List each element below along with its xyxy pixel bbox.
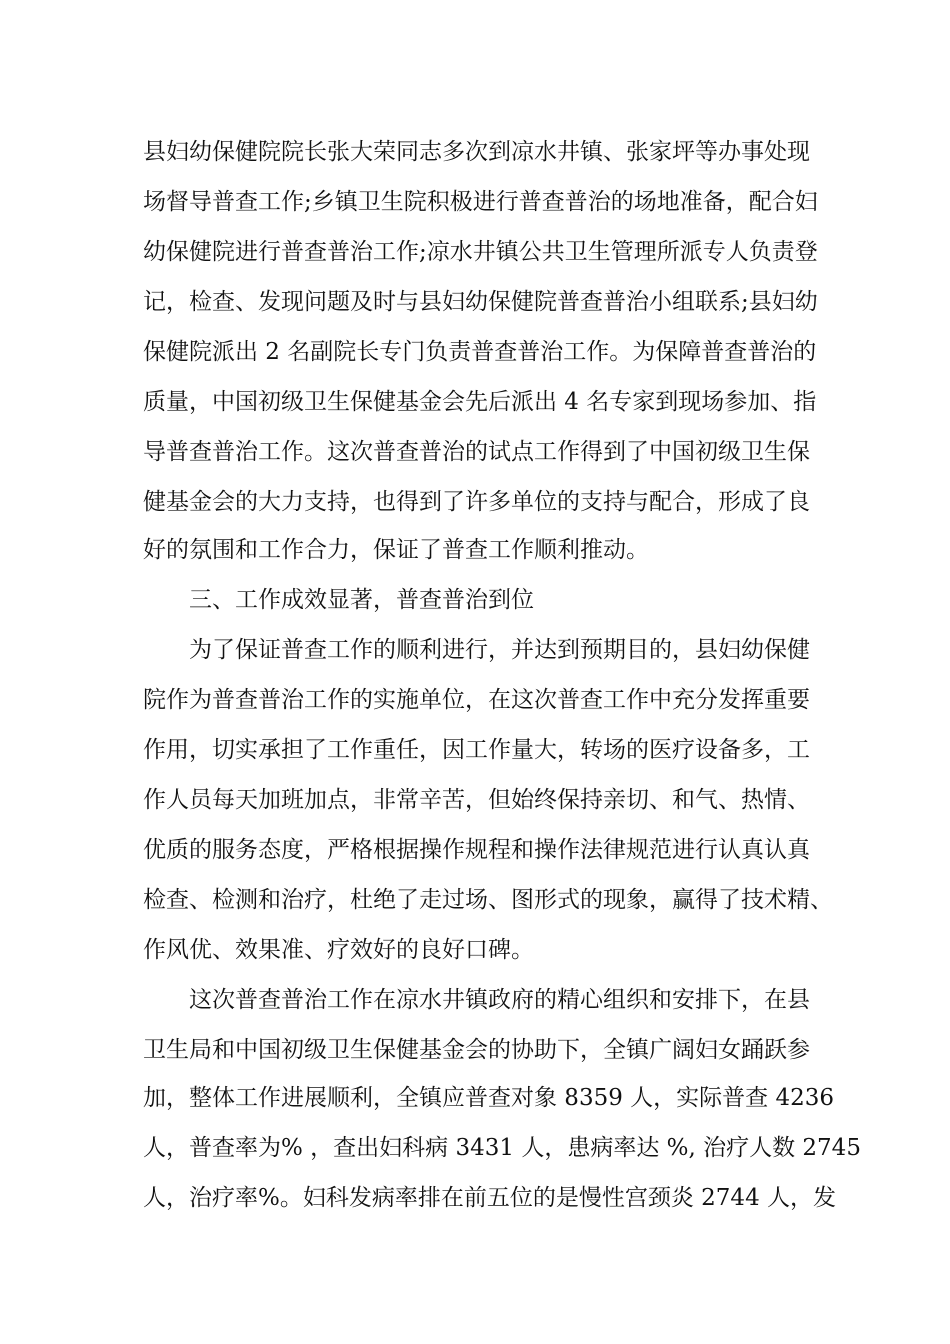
paragraph-line: 质量，中国初级卫生保健基金会先后派出 4 名专家到现场参加、指 xyxy=(143,389,817,415)
paragraph-line: 加，整体工作进展顺利，全镇应普查对象 8359 人，实际普查 4236 xyxy=(143,1085,834,1111)
paragraph-line: 健基金会的大力支持，也得到了许多单位的支持与配合，形成了良 xyxy=(143,489,810,515)
paragraph-line: 幼保健院进行普查普治工作;凉水井镇公共卫生管理所派专人负责登 xyxy=(143,239,818,265)
paragraph-line: 记，检查、发现问题及时与县妇幼保健院普查普治小组联系;县妇幼 xyxy=(143,289,818,315)
paragraph-line: 卫生局和中国初级卫生保健基金会的协助下，全镇广阔妇女踊跃参 xyxy=(143,1037,810,1063)
paragraph-line: 导普查普治工作。这次普查普治的试点工作得到了中国初级卫生保 xyxy=(143,439,810,465)
paragraph-line: 优质的服务态度，严格根据操作规程和操作法律规范进行认真认真 xyxy=(143,837,810,863)
paragraph-line: 场督导普查工作;乡镇卫生院积极进行普查普治的场地准备，配合妇 xyxy=(143,189,818,215)
paragraph-line: 这次普查普治工作在凉水井镇政府的精心组织和安排下，在县 xyxy=(189,987,810,1013)
section-heading: 三、工作成效显著，普查普治到位 xyxy=(189,587,534,613)
paragraph-line: 为了保证普查工作的顺利进行，并达到预期目的，县妇幼保健 xyxy=(189,637,810,663)
paragraph-line: 院作为普查普治工作的实施单位，在这次普查工作中充分发挥重要 xyxy=(143,687,810,713)
paragraph-line: 人，治疗率%。妇科发病率排在前五位的是慢性宫颈炎 2744 人，发 xyxy=(143,1185,837,1211)
paragraph-line: 作人员每天加班加点，非常辛苦，但始终保持亲切、和气、热情、 xyxy=(143,787,810,813)
paragraph-line: 县妇幼保健院院长张大荣同志多次到凉水井镇、张家坪等办事处现 xyxy=(143,139,810,165)
paragraph-line: 检查、检测和治疗，杜绝了走过场、图形式的现象，赢得了技术精、 xyxy=(143,887,833,913)
paragraph-line: 保健院派出 2 名副院长专门负责普查普治工作。为保障普查普治的 xyxy=(143,339,817,365)
paragraph-line: 好的氛围和工作合力，保证了普查工作顺利推动。 xyxy=(143,537,649,563)
paragraph-line: 人，普查率为% ，查出妇科病 3431 人，患病率达 %, 治疗人数 2745 xyxy=(143,1135,861,1161)
paragraph-line: 作用，切实承担了工作重任，因工作量大，转场的医疗设备多，工 xyxy=(143,737,810,763)
paragraph-line: 作风优、效果准、疗效好的良好口碑。 xyxy=(143,937,534,963)
